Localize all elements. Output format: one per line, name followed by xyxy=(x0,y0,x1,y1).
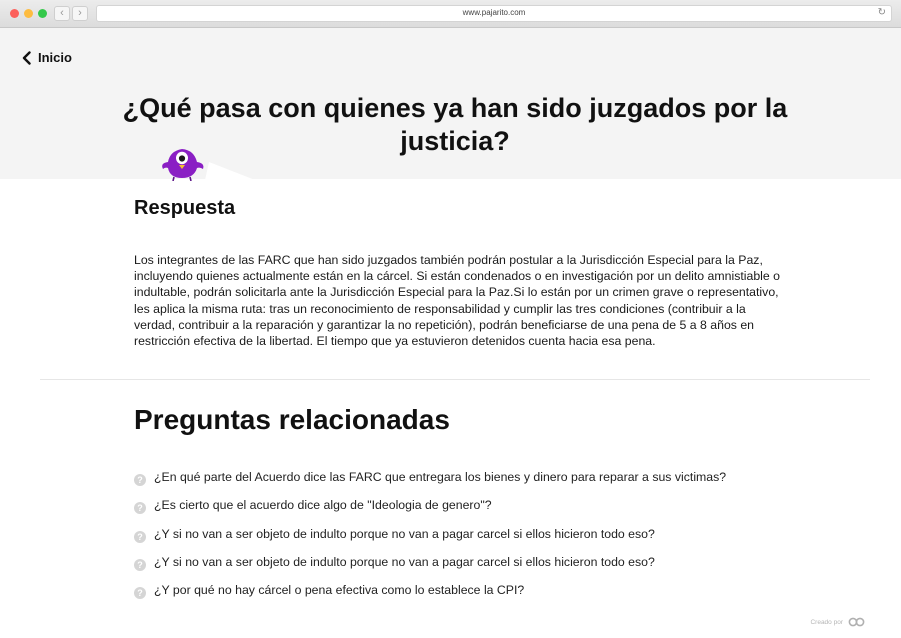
back-link-label: Inicio xyxy=(38,50,72,65)
footer-credit-label: Creado por xyxy=(810,619,843,626)
browser-forward-button[interactable]: › xyxy=(72,6,88,21)
chevron-left-icon xyxy=(22,51,31,65)
question-mark-icon: ? xyxy=(134,559,146,571)
question-mark-icon: ? xyxy=(134,474,146,486)
related-question-item[interactable] xyxy=(134,576,834,604)
address-bar[interactable] xyxy=(96,5,892,22)
page-title: ¿Qué pasa con quienes ya han sido juzgados por la justicia? xyxy=(122,93,788,156)
related-question-item[interactable] xyxy=(134,491,834,519)
answer-text: Los integrantes de las FARC que han sido juzgados también podrán postular a la Jurisdicción Especial para la Paz, incluyendo quienes actualmente están en la cárcel. Si están condenados o en investigación por un delito amnistiable o indultable, podrán solicitarla ante la Jurisdicción Especial para la Paz.Si lo están por un crimen grave o representativo, les aplica la misma ruta: tras un reconocimiento de responsabilidad y cumplir las tres condiciones (contribuir a la verdad, contribuir a la reparación y garantizar la no repetición), podrán beneficiarse de una pena de 5 a 8 años en restricción efectiva de la libertad. El tiempo que ya estuvieron detenidos cuenta hacia esa pena. xyxy=(134,253,781,349)
speech-bubble-tail-icon xyxy=(205,162,255,180)
related-question-link[interactable]: ¿Y si no van a ser objeto de indulto porque no van a pagar carcel si ellos hicieron todo eso? xyxy=(154,555,655,570)
reload-icon[interactable]: ↻ xyxy=(877,7,886,18)
related-question-link[interactable]: ¿Y por qué no hay cárcel o pena efectiva como lo establece la CPI? xyxy=(154,583,525,598)
related-question-item[interactable] xyxy=(134,520,834,548)
creator-logo-icon[interactable] xyxy=(848,617,865,627)
related-question-link[interactable]: ¿Y si no van a ser objeto de indulto porque no van a pagar carcel si ellos hicieron todo eso? xyxy=(154,526,655,541)
pajarito-mascot-icon xyxy=(160,145,206,181)
related-questions-list xyxy=(134,463,834,604)
back-to-home-link[interactable] xyxy=(22,50,72,65)
related-questions-heading: Preguntas relacionadas xyxy=(134,404,450,435)
browser-toolbar xyxy=(0,0,901,28)
close-window-button[interactable] xyxy=(10,9,19,18)
zoom-window-button[interactable] xyxy=(38,9,47,18)
related-question-link[interactable]: ¿En qué parte del Acuerdo dice las FARC que entregara los bienes y dinero para reparar a sus victimas? xyxy=(154,470,727,485)
question-mark-icon: ? xyxy=(134,531,146,543)
related-question-link[interactable]: ¿Es cierto que el acuerdo dice algo de "Ideologia de genero"? xyxy=(154,498,492,513)
minimize-window-button[interactable] xyxy=(24,9,33,18)
related-question-item[interactable] xyxy=(134,548,834,576)
answer-heading: Respuesta xyxy=(134,197,236,219)
question-mark-icon: ? xyxy=(134,587,146,599)
address-bar-url: www.pajarito.com xyxy=(462,8,526,17)
footer-credit xyxy=(810,619,843,626)
related-question-item[interactable] xyxy=(134,463,834,491)
browser-back-button[interactable]: ‹ xyxy=(54,6,70,21)
section-divider xyxy=(40,379,870,380)
question-mark-icon: ? xyxy=(134,502,146,514)
